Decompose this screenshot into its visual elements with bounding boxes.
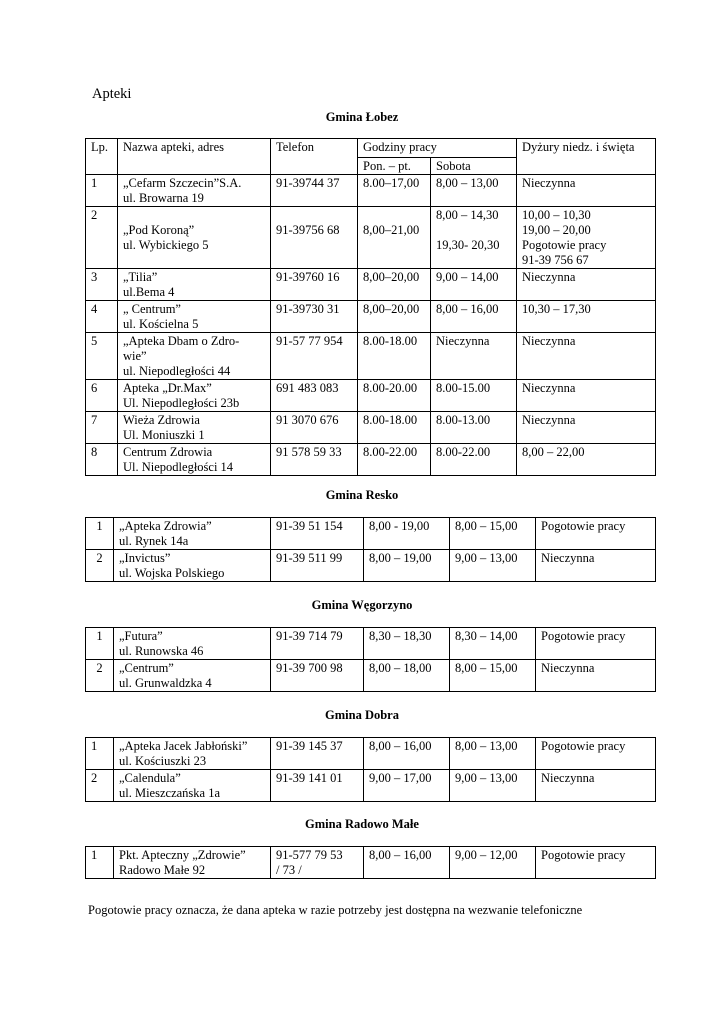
cell-lp: 8 — [86, 444, 118, 476]
cell-weekday: 8,30 – 18,30 — [364, 628, 450, 660]
cell-phone: 91 578 59 33 — [271, 444, 358, 476]
cell-name: „Cefarm Szczecin”S.A. ul. Browarna 19 — [118, 175, 271, 207]
pharmacy-table-lobez — [85, 138, 656, 476]
cell-weekday: 8,00 – 16,00 — [364, 847, 450, 879]
table-row — [86, 269, 656, 301]
cell-duty: Nieczynna — [536, 770, 656, 802]
header-saturday: Sobota — [431, 158, 517, 175]
cell-phone: 91-39 145 37 — [271, 738, 364, 770]
cell-lp: 7 — [86, 412, 118, 444]
cell-duty: 10,00 – 10,30 19,00 – 20,00 Pogotowie pracy 91-39 756 67 — [517, 207, 656, 269]
table-row — [86, 660, 656, 692]
cell-phone: 91-39744 37 — [271, 175, 358, 207]
table-row — [86, 175, 656, 207]
cell-weekday: 8.00-18.00 — [358, 412, 431, 444]
cell-phone: 91-39756 68 — [271, 207, 358, 269]
cell-lp: 2 — [86, 660, 114, 692]
cell-lp: 1 — [86, 847, 114, 879]
footnote: Pogotowie pracy oznacza, że dana apteka w razie potrzeby jest dostępna na wezwanie telefoniczne — [88, 903, 583, 917]
table-row — [86, 738, 656, 770]
table-row — [86, 412, 656, 444]
cell-weekday: 9,00 – 17,00 — [364, 770, 450, 802]
cell-saturday: 9,00 – 13,00 — [450, 770, 536, 802]
page-title: Apteki — [92, 86, 132, 102]
cell-phone: 91-577 79 53 / 73 / — [271, 847, 364, 879]
cell-name: „Tilia” ul.Bema 4 — [118, 269, 271, 301]
table-row — [86, 847, 656, 879]
cell-weekday: 8.00-18.00 — [358, 333, 431, 380]
cell-lp: 1 — [86, 518, 114, 550]
cell-phone: 91-39 714 79 — [271, 628, 364, 660]
table-row — [86, 333, 656, 380]
section-title-wegorzyno: Gmina Węgorzyno — [311, 598, 413, 612]
pharmacy-table-radowo-male — [85, 846, 656, 879]
cell-saturday: 8,00 – 13,00 — [431, 175, 517, 207]
cell-saturday: 8,00 – 15,00 — [450, 660, 536, 692]
pharmacy-table-dobra — [85, 737, 656, 802]
table-row — [86, 550, 656, 582]
cell-phone: 91-39730 31 — [271, 301, 358, 333]
section-title-lobez: Gmina Łobez — [325, 110, 399, 124]
header-duty: Dyżury niedz. i święta — [517, 139, 656, 175]
table-row — [86, 518, 656, 550]
cell-name: „Apteka Dbam o Zdro- wie” ul. Niepodległości 44 — [118, 333, 271, 380]
cell-duty: Nieczynna — [517, 333, 656, 380]
cell-weekday: 8,00 – 16,00 — [364, 738, 450, 770]
cell-saturday: 8,00 – 14,30 19,30- 20,30 — [431, 207, 517, 269]
cell-saturday: 8.00-22.00 — [431, 444, 517, 476]
cell-weekday: 8,00–20,00 — [358, 269, 431, 301]
cell-saturday: 8,00 – 13,00 — [450, 738, 536, 770]
cell-lp: 1 — [86, 738, 114, 770]
table-row — [86, 770, 656, 802]
cell-lp: 5 — [86, 333, 118, 380]
cell-duty: Pogotowie pracy — [536, 847, 656, 879]
cell-weekday: 8.00-20.00 — [358, 380, 431, 412]
cell-lp: 6 — [86, 380, 118, 412]
cell-name: Apteka „Dr.Max” Ul. Niepodległości 23b — [118, 380, 271, 412]
cell-lp: 1 — [86, 628, 114, 660]
cell-name: „Calendula” ul. Mieszczańska 1a — [114, 770, 271, 802]
cell-weekday: 8.00-22.00 — [358, 444, 431, 476]
section-title-resko: Gmina Resko — [325, 488, 399, 502]
cell-duty: Nieczynna — [536, 550, 656, 582]
header-weekday: Pon. – pt. — [358, 158, 431, 175]
cell-saturday: Nieczynna — [431, 333, 517, 380]
cell-phone: 691 483 083 — [271, 380, 358, 412]
cell-saturday: 8,00 – 16,00 — [431, 301, 517, 333]
cell-saturday: 8.00-13.00 — [431, 412, 517, 444]
cell-lp: 2 — [86, 207, 118, 269]
cell-lp: 3 — [86, 269, 118, 301]
cell-saturday: 9,00 – 13,00 — [450, 550, 536, 582]
cell-duty: Nieczynna — [517, 269, 656, 301]
cell-weekday: 8,00 – 19,00 — [364, 550, 450, 582]
cell-saturday: 8,00 – 15,00 — [450, 518, 536, 550]
cell-phone: 91-39 51 154 — [271, 518, 364, 550]
cell-duty: 10,30 – 17,30 — [517, 301, 656, 333]
section-title-radowo-male: Gmina Radowo Małe — [305, 817, 419, 831]
cell-phone: 91-39 141 01 — [271, 770, 364, 802]
cell-duty: Nieczynna — [517, 175, 656, 207]
cell-lp: 2 — [86, 550, 114, 582]
cell-duty: Nieczynna — [536, 660, 656, 692]
cell-duty: 8,00 – 22,00 — [517, 444, 656, 476]
cell-weekday: 8,00–20,00 — [358, 301, 431, 333]
header-lp: Lp. — [86, 139, 118, 175]
pharmacy-table-wegorzyno — [85, 627, 656, 692]
cell-name: „Invictus” ul. Wojska Polskiego — [114, 550, 271, 582]
section-title-dobra: Gmina Dobra — [325, 708, 399, 722]
table-row — [86, 444, 656, 476]
table-row — [86, 628, 656, 660]
cell-name: „Centrum” ul. Grunwaldzka 4 — [114, 660, 271, 692]
cell-name: „Futura” ul. Runowska 46 — [114, 628, 271, 660]
table-row — [86, 207, 656, 269]
header-phone: Telefon — [271, 139, 358, 175]
cell-weekday: 8,00 - 19,00 — [364, 518, 450, 550]
cell-saturday: 9,00 – 12,00 — [450, 847, 536, 879]
cell-duty: Pogotowie pracy — [536, 628, 656, 660]
cell-duty: Nieczynna — [517, 380, 656, 412]
cell-name: „Apteka Jacek Jabłoński” ul. Kościuszki 23 — [114, 738, 271, 770]
cell-phone: 91-39760 16 — [271, 269, 358, 301]
cell-lp: 1 — [86, 175, 118, 207]
header-name: Nazwa apteki, adres — [118, 139, 271, 175]
cell-phone: 91 3070 676 — [271, 412, 358, 444]
cell-duty: Nieczynna — [517, 412, 656, 444]
cell-lp: 2 — [86, 770, 114, 802]
cell-name: Centrum Zdrowia Ul. Niepodległości 14 — [118, 444, 271, 476]
cell-saturday: 8.00-15.00 — [431, 380, 517, 412]
cell-name: Pkt. Apteczny „Zdrowie” Radowo Małe 92 — [114, 847, 271, 879]
cell-duty: Pogotowie pracy — [536, 738, 656, 770]
table-row — [86, 380, 656, 412]
header-hours: Godziny pracy — [358, 139, 517, 158]
cell-phone: 91-39 700 98 — [271, 660, 364, 692]
cell-lp: 4 — [86, 301, 118, 333]
cell-name: „Pod Koroną” ul. Wybickiego 5 — [118, 207, 271, 269]
table-row — [86, 301, 656, 333]
cell-weekday: 8.00–17,00 — [358, 175, 431, 207]
cell-phone: 91-39 511 99 — [271, 550, 364, 582]
cell-weekday: 8,00 – 18,00 — [364, 660, 450, 692]
cell-name: Wieża Zdrowia Ul. Moniuszki 1 — [118, 412, 271, 444]
cell-weekday: 8,00–21,00 — [358, 207, 431, 269]
cell-saturday: 9,00 – 14,00 — [431, 269, 517, 301]
cell-phone: 91-57 77 954 — [271, 333, 358, 380]
cell-name: „Apteka Zdrowia” ul. Rynek 14a — [114, 518, 271, 550]
cell-name: „ Centrum” ul. Kościelna 5 — [118, 301, 271, 333]
cell-saturday: 8,30 – 14,00 — [450, 628, 536, 660]
pharmacy-table-resko — [85, 517, 656, 582]
cell-duty: Pogotowie pracy — [536, 518, 656, 550]
